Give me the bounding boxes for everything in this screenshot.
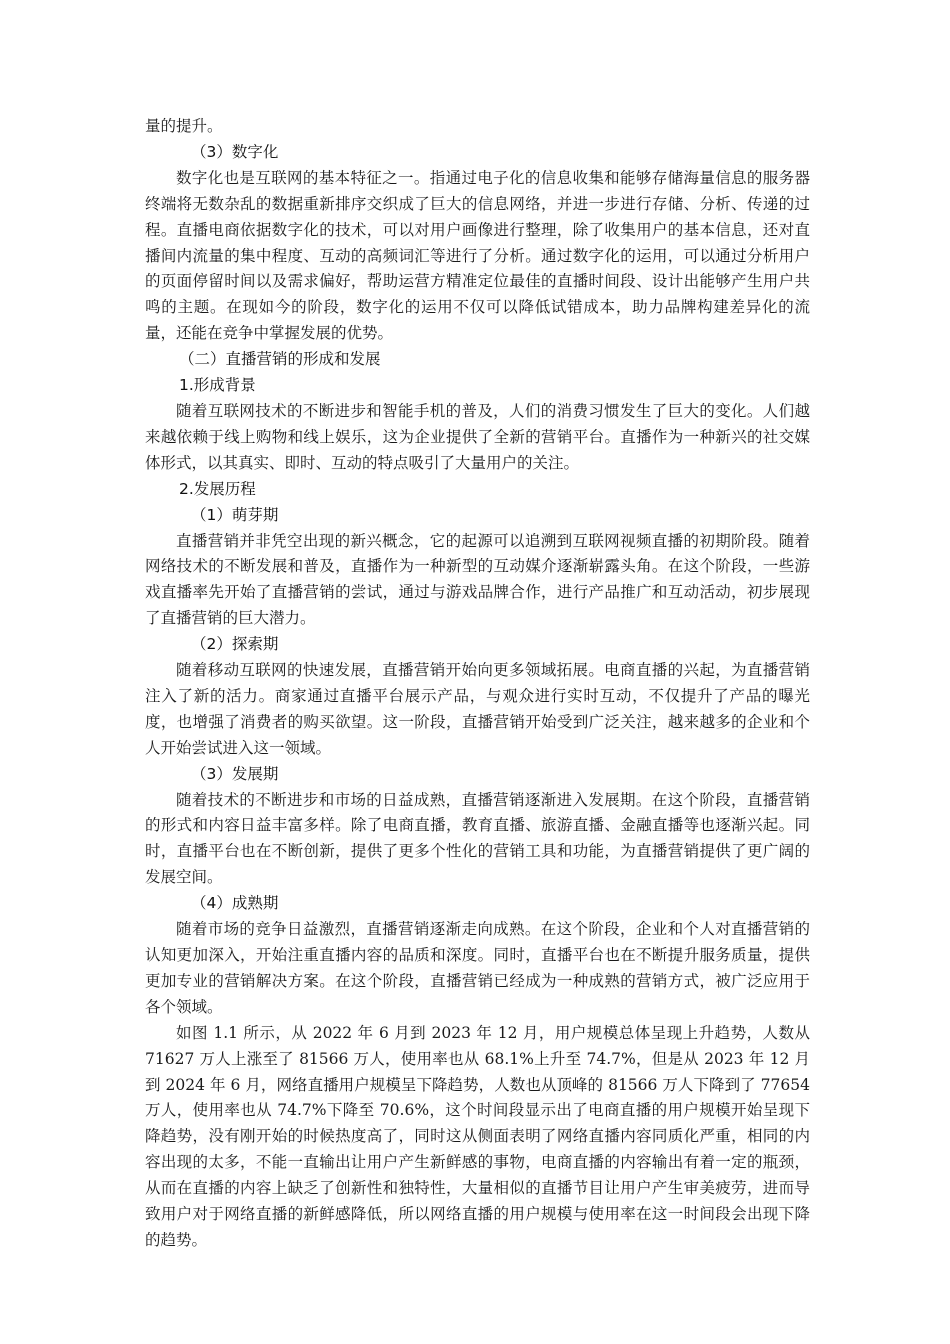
heading-background: 1.形成背景 — [179, 376, 256, 395]
heading-budding-stage: （1）萌芽期 — [191, 505, 279, 524]
document-body — [145, 114, 810, 1254]
heading-exploration-stage: （2）探索期 — [191, 635, 279, 654]
paragraph-budding-stage: 直播营销并非凭空出现的新兴概念，它的起源可以追溯到互联网视频直播的初期阶段。随着网络技术的不断发展和普及，直播作为一种新型的互动媒介逐渐崭露头角。在这个阶段，一些游戏直播率先开始了直播营销的尝试，通过与游戏品牌合作，进行产品推广和互动活动，初步展现了直播营销的巨大潜力。 — [145, 531, 810, 628]
paragraph-continuation: 量的提升。 — [145, 117, 223, 135]
paragraph-background: 随着互联网技术的不断进步和智能手机的普及，人们的消费习惯发生了巨大的变化。人们越来越依赖于线上购物和线上娱乐，这为企业提供了全新的营销平台。直播作为一种新兴的社交媒体形式，以其真实、即时、互动的特点吸引了大量用户的关注。 — [145, 401, 810, 472]
section-heading-live-marketing: （二）直播营销的形成和发展 — [179, 350, 381, 369]
heading-digitalization: （3）数字化 — [191, 142, 279, 161]
heading-mature-stage: （4）成熟期 — [191, 894, 279, 913]
paragraph-development-stage: 随着技术的不断进步和市场的日益成熟，直播营销逐渐进入发展期。在这个阶段，直播营销的形式和内容日益丰富多样。除了电商直播，教育直播、旅游直播、金融直播等也逐渐兴起。同时，直播平台也在不断创新，提供了更多个性化的营销工具和功能，为直播营销提供了更广阔的发展空间。 — [145, 790, 810, 887]
paragraph-mature-stage: 随着市场的竞争日益激烈，直播营销逐渐走向成熟。在这个阶段，企业和个人对直播营销的认知更加深入，开始注重直播内容的品质和深度。同时，直播平台也在不断提升服务质量，提供更加专业的营销解决方案。在这个阶段，直播营销已经成为一种成熟的营销方式，被广泛应用于各个领域。 — [145, 920, 810, 1016]
paragraph-digitalization: 数字化也是互联网的基本特征之一。指通过电子化的信息收集和能够存储海量信息的服务器终端将无数杂乱的数据重新排序交织成了巨大的信息网络，并进一步进行存储、分析、传递的过程。直播电商依据数字化的技术，可以对用户画像进行整理，除了收集用户的基本信息，还对直播间内流量的集中程度、互动的高频词汇等进行了分析。通过数字化的运用，可以通过分析用户的页面停留时间以及需求偏好，帮助运营方精准定位最佳的直播时间段、设计出能够产生用户共鸣的主题。在现如今的阶段，数字化的运用不仅可以降低试错成本，助力品牌构建差异化的流量，还能在竞争中掌握发展的优势。 — [145, 168, 810, 343]
paragraph-exploration-stage: 随着移动互联网的快速发展，直播营销开始向更多领域拓展。电商直播的兴起，为直播营销注入了新的活力。商家通过直播平台展示产品，与观众进行实时互动，不仅提升了产品的曝光度，也增强了消费者的购买欲望。这一阶段，直播营销开始受到广泛关注，越来越多的企业和个人开始尝试进入这一领域。 — [145, 661, 810, 757]
heading-history: 2.发展历程 — [179, 479, 256, 498]
heading-development-stage: （3）发展期 — [191, 764, 279, 783]
paragraph-user-scale-analysis: 如图 1.1 所示，从 2022 年 6 月到 2023 年 12 月，用户规模总体呈现上升趋势，人数从 71627 万人上涨至了 81566 万人，使用率也从 68.1%上升至 74.7%，但是从 2023 年 12 月到 2024 年 6 月，网络直播用户规模呈下降趋势，人数也从顶峰的 81566 万人下降到了 77654 万人，使用率也从 74.7%下降至 70.6%，这个时间段显示出了电商直播的用户规模开始呈现下降趋势，没有刚开始的时候热度高了，同时这从侧面表明了网络直播内容同质化严重，相同的内容出现的太多，不能一直输出让用户产生新鲜感的事物，电商直播的内容输出有着一定的瓶颈，从而在直播的内容上缺乏了创新性和独特性，大量相似的直播节目让用户产生审美疲劳，进而导致用户对于网络直播的新鲜感降低，所以网络直播的用户规模与使用率在这一时间段会出现下降的趋势。 — [145, 1023, 811, 1249]
